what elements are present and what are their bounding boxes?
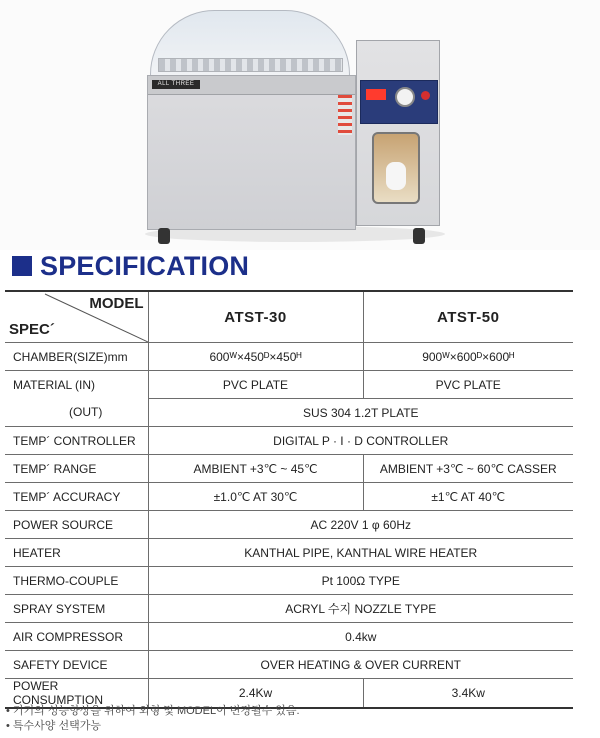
control-knob [421, 91, 430, 100]
table-row [5, 399, 573, 427]
table-header-row [5, 291, 573, 343]
spec-header-label: SPEC´ [9, 321, 55, 338]
cell-value: 3.4Kw [363, 679, 573, 709]
caster-wheel [158, 228, 170, 244]
indicator-lamps [338, 95, 352, 135]
table-row [5, 343, 573, 371]
row-label: TEMP´ ACCURACY [5, 483, 148, 511]
footnotes [6, 704, 300, 734]
model-header-label: MODEL [89, 295, 144, 312]
row-label: AIR COMPRESSOR [5, 623, 148, 651]
control-panel [360, 80, 438, 124]
table-row [5, 427, 573, 455]
row-label: TEMP´ RANGE [5, 455, 148, 483]
footnote-item: • 특수사양 선택가능 [6, 720, 101, 732]
cell-value: 600ᵂ×450ᴰ×450ᴴ [148, 343, 363, 371]
footnote-item: • 기기의 성능향상을 위하여 외형 및 MODEL이 변경될수 있음. [6, 705, 300, 717]
specification-heading [12, 250, 249, 282]
brand-plate: ALL THREE [152, 80, 200, 89]
table-row [5, 455, 573, 483]
cell-value: ±1℃ AT 40℃ [363, 483, 573, 511]
row-label: POWER SOURCE [5, 511, 148, 539]
cell-value: PVC PLATE [363, 371, 573, 399]
pressure-gauge-icon [395, 87, 415, 107]
table-row [5, 539, 573, 567]
cell-value: 900ᵂ×600ᴰ×600ᴴ [363, 343, 573, 371]
caster-wheel [413, 228, 425, 244]
cell-value: SUS 304 1.2T PLATE [148, 399, 573, 427]
row-label: HEATER [5, 539, 148, 567]
reservoir-bottle [386, 162, 406, 190]
product-photo [0, 0, 600, 250]
cell-value: 0.4kw [148, 623, 573, 651]
cell-value: PVC PLATE [148, 371, 363, 399]
cell-value: AMBIENT +3℃ ~ 60℃ CASSER [363, 455, 573, 483]
row-label: MATERIAL (IN) [13, 377, 96, 392]
row-label: THERMO-COUPLE [5, 567, 148, 595]
model-name-atst50: ATST-50 [363, 291, 573, 343]
specification-table [5, 290, 573, 709]
table-row [5, 651, 573, 679]
table-row [5, 595, 573, 623]
cell-value: ACRYL 수지 NOZZLE TYPE [148, 595, 573, 623]
table-row [5, 371, 573, 399]
cell-value: Pt 100Ω TYPE [148, 567, 573, 595]
temperature-display [366, 89, 386, 100]
cell-value: DIGITAL P · I · D CONTROLLER [148, 427, 573, 455]
reservoir-window [372, 132, 420, 204]
test-chamber-body [147, 75, 356, 230]
cell-value: OVER HEATING & OVER CURRENT [148, 651, 573, 679]
model-name-atst30: ATST-30 [148, 291, 363, 343]
cell-value: KANTHAL PIPE, KANTHAL WIRE HEATER [148, 539, 573, 567]
table-row [5, 567, 573, 595]
row-label: POWER CONSUMPTION [5, 679, 148, 709]
cell-value: AC 220V 1 φ 60Hz [148, 511, 573, 539]
cell-value: ±1.0℃ AT 30℃ [148, 483, 363, 511]
chamber-top-strip [148, 76, 355, 95]
row-label: (OUT) [5, 399, 148, 427]
cell-value: 2.4Kw [148, 679, 363, 709]
cell-value: AMBIENT +3℃ ~ 45℃ [148, 455, 363, 483]
page-title: SPECIFICATION [40, 250, 250, 281]
table-row [5, 511, 573, 539]
row-label: TEMP´ CONTROLLER [5, 427, 148, 455]
row-label: SAFETY DEVICE [5, 651, 148, 679]
heading-square-icon [12, 256, 32, 276]
table-row [5, 623, 573, 651]
lid-vent-slots [158, 58, 343, 72]
header-corner-cell [5, 291, 148, 343]
table-row [5, 483, 573, 511]
row-label: SPRAY SYSTEM [5, 595, 148, 623]
row-label: CHAMBER(SIZE)mm [5, 343, 148, 371]
